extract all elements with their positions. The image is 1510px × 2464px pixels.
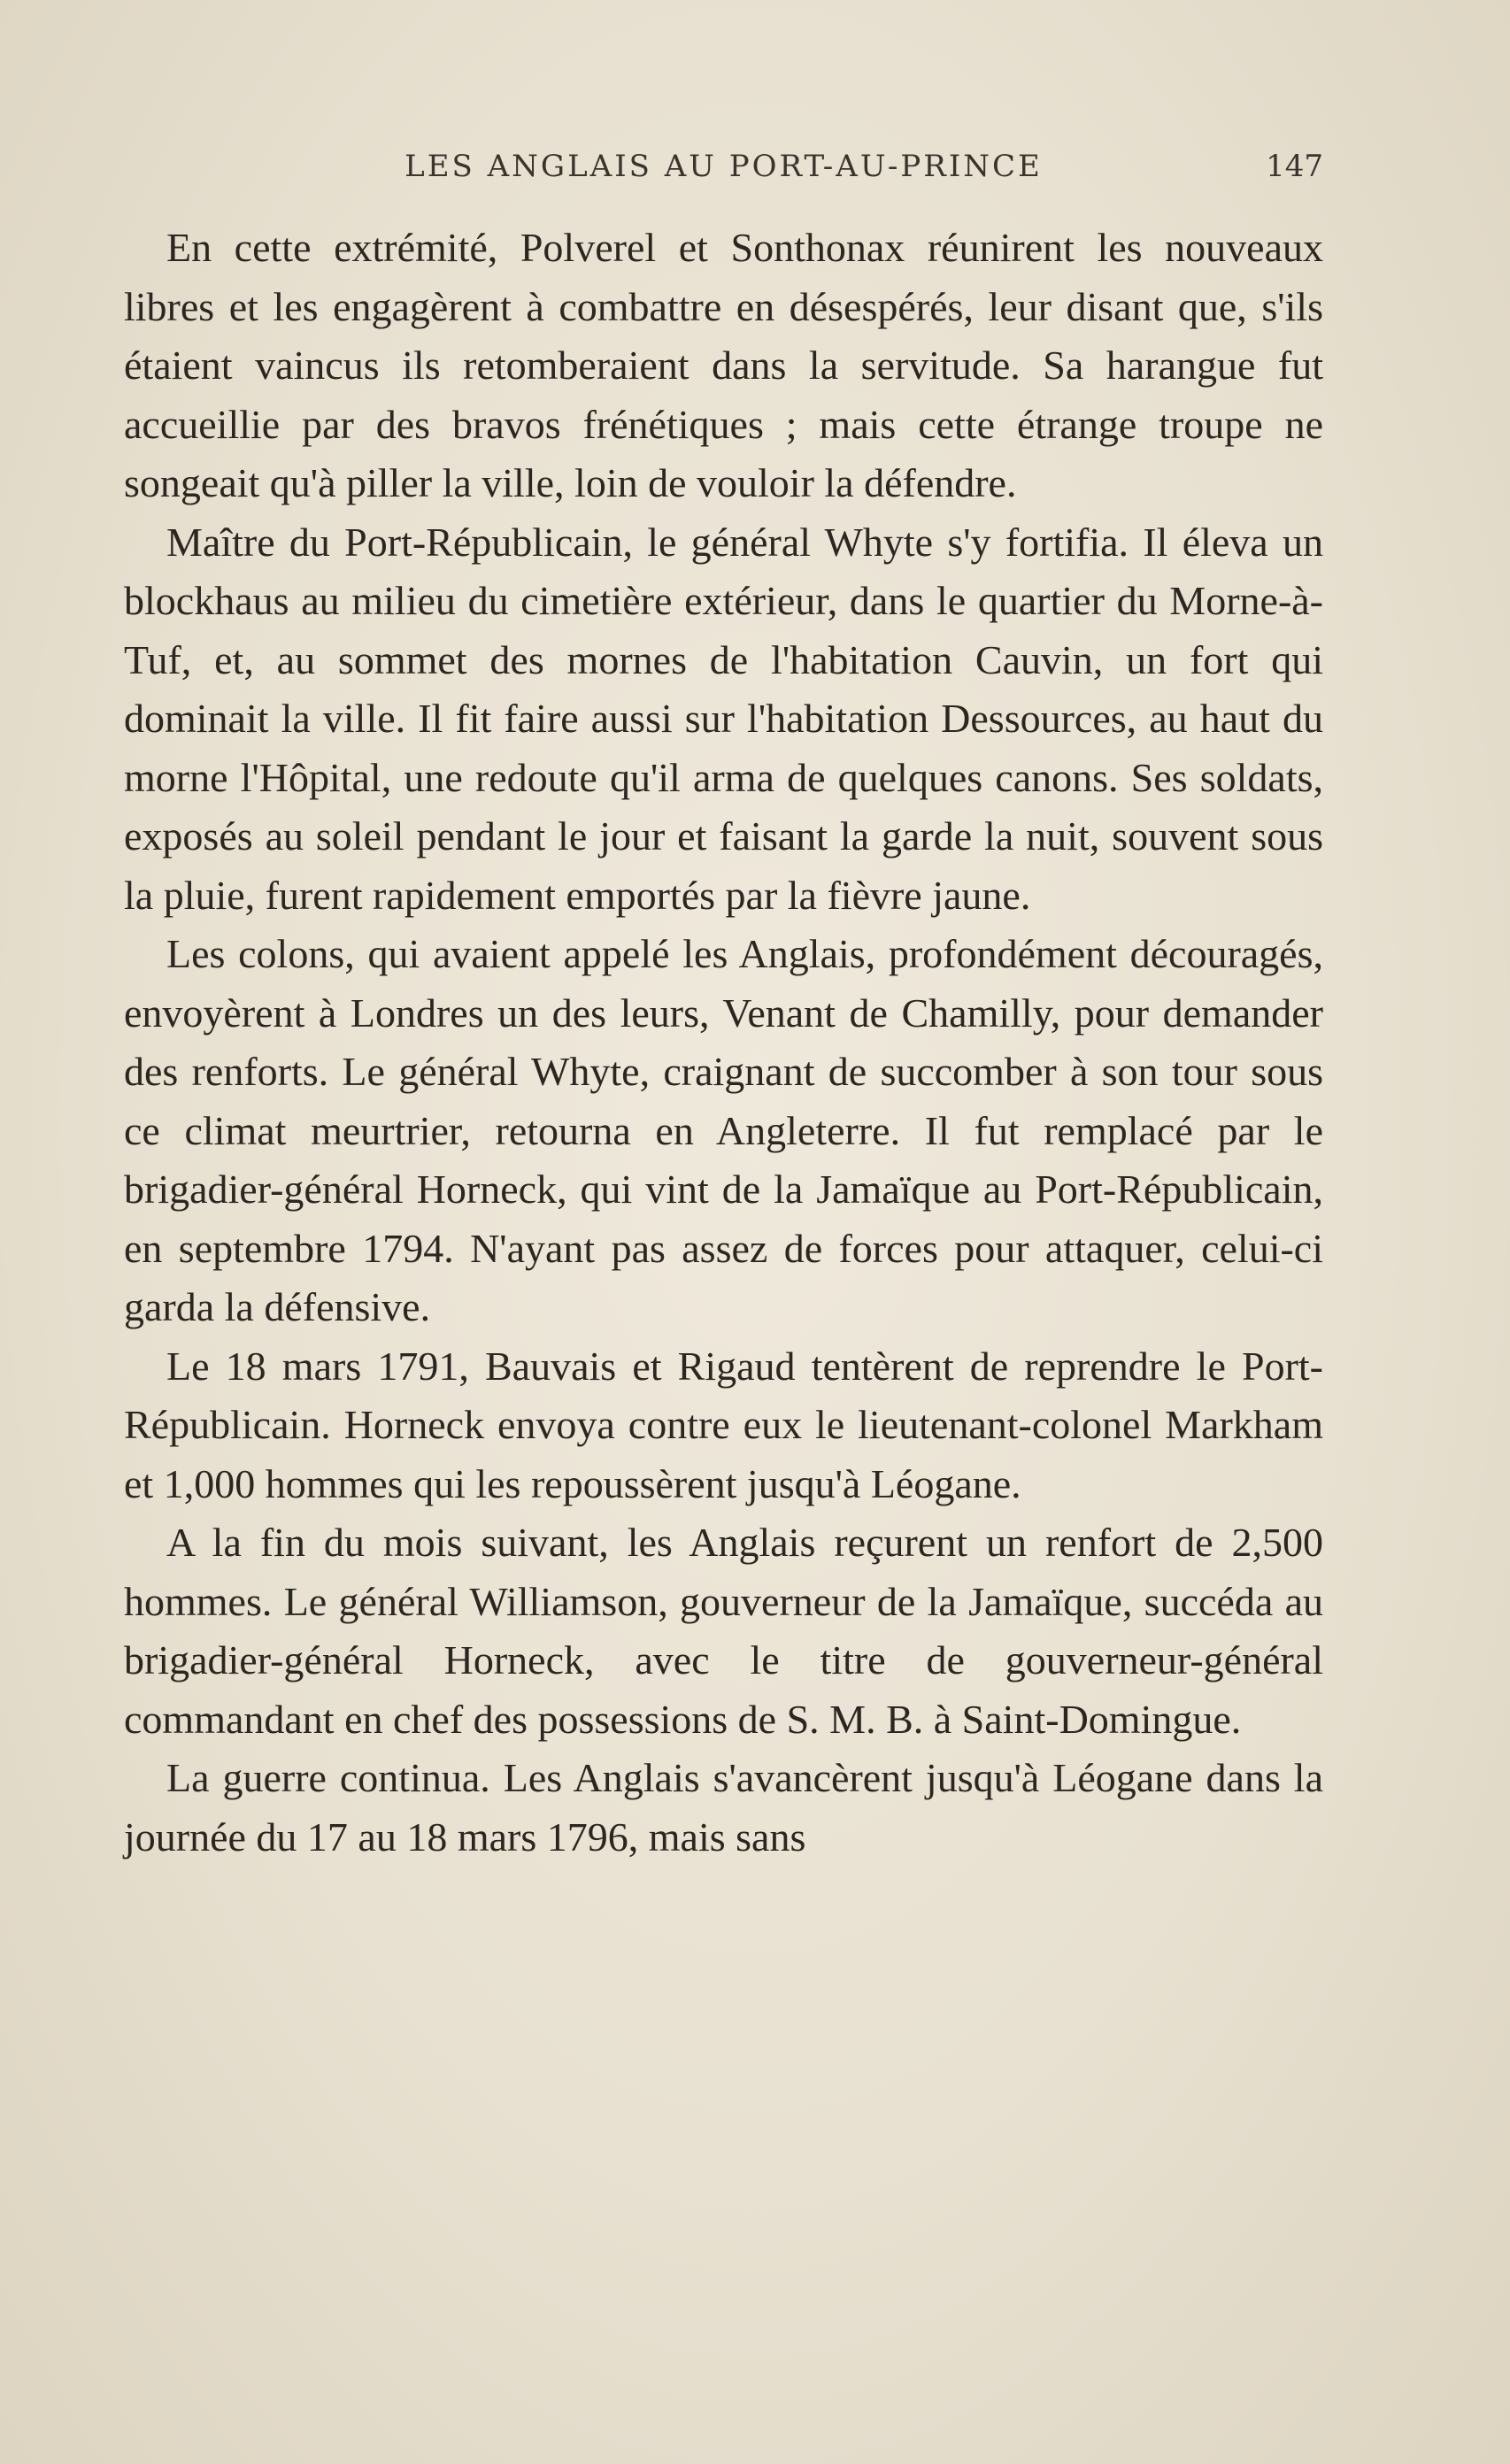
running-head	[124, 149, 1323, 202]
paragraph: Les colons, qui avaient appelé les Anglais, profondément découragés, envoyèrent à Londres un des leurs, Venant de Chamilly, pour demander des renforts. Le général Whyte, craignant de succomber à son tour sous ce climat meurtrier, retourna en Angleterre. Il fut remplacé par le brigadier-général Horneck, qui vint de la Jamaïque au Port-Républicain, en septembre 1794. N'ayant pas assez de forces pour attaquer, celui-ci garda la défensive.	[124, 931, 1323, 1329]
page-number: 147	[1266, 149, 1323, 184]
paragraph: La guerre continua. Les Anglais s'avancèrent jusqu'à Léogane dans la journée du 17 au 18 mars 1796, mais sans	[124, 1755, 1323, 1860]
body-text	[124, 219, 1323, 1867]
paragraph: Le 18 mars 1791, Bauvais et Rigaud tentèrent de reprendre le Port-Républicain. Horneck envoya contre eux le lieutenant-colonel Markham et 1,000 hommes qui les repoussèrent jusqu'à Léogane.	[124, 1343, 1323, 1506]
paragraph: Maître du Port-Républicain, le général Whyte s'y fortifia. Il éleva un blockhaus au milieu du cimetière extérieur, dans le quartier du Morne-à-Tuf, et, au sommet des mornes de l'habitation Cauvin, un fort qui dominait la ville. Il fit faire aussi sur l'habitation Dessources, au haut du morne l'Hôpital, une redoute qu'il arma de quelques canons. Ses soldats, exposés au soleil pendant le jour et faisant la garde la nuit, souvent sous la pluie, furent rapidement emportés par la fièvre jaune.	[124, 519, 1323, 918]
running-title: LES ANGLAIS AU PORT-AU-PRINCE	[404, 149, 1043, 184]
paragraph: En cette extrémité, Polverel et Sonthonax réunirent les nouveaux libres et les engagèrent à combattre en désespérés, leur disant que, s'ils étaient vaincus ils retomberaient dans la servitude. Sa harangue fut accueillie par des bravos frénétiques ; mais cette étrange troupe ne songeait qu'à piller la ville, loin de vouloir la défendre.	[124, 225, 1323, 505]
paragraph: A la fin du mois suivant, les Anglais reçurent un renfort de 2,500 hommes. Le général Williamson, gouverneur de la Jamaïque, succéda au brigadier-général Horneck, avec le titre de gouverneur-général commandant en chef des possessions de S. M. B. à Saint-Domingue.	[124, 1520, 1323, 1742]
